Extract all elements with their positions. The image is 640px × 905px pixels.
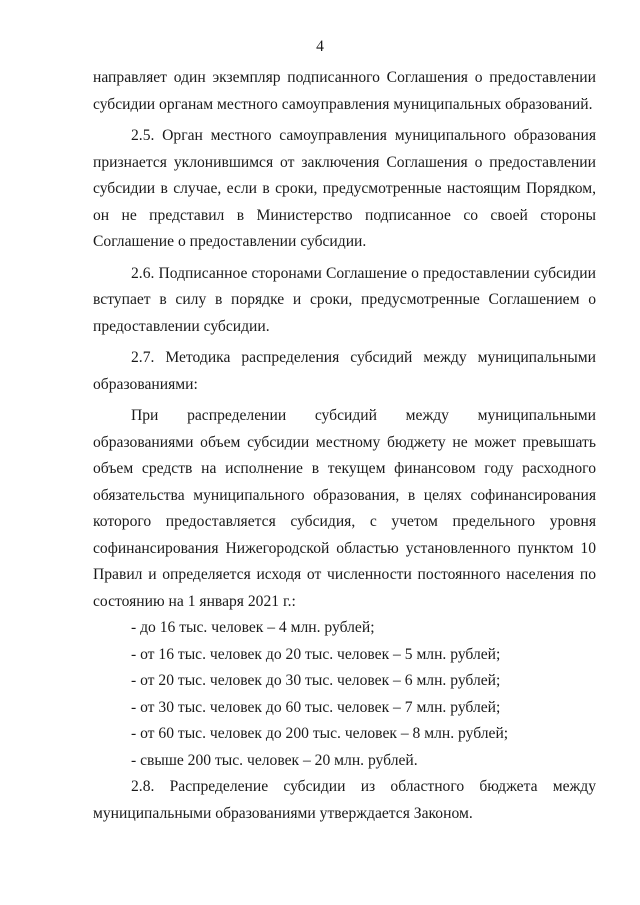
- list-item: - от 16 тыс. человек до 20 тыс. человек – 5 млн. рублей;: [131, 645, 501, 663]
- list-item: - свыше 200 тыс. человек – 20 млн. рублей.: [131, 751, 418, 769]
- list-item: - от 60 тыс. человек до 200 тыс. человек – 8 млн. рублей;: [131, 725, 509, 742]
- paragraph-methodology: При распределении субсидий между муниципальными образованиями объем субсидии местному бюджету не может превышать объем средств на исполнение в текущем финансовом году расходного обязательства муниципального образования, в целях софинансирования которого предоставляется субсидия, с учетом предельного уровня софинансирования Нижегородской областью установленного пунктом 10 Правил и определяется исходя от численности постоянного населения по состоянию на 1 января 2021 г.:: [93, 407, 596, 610]
- paragraph-2-5: 2.5. Орган местного самоуправления муниципального образования признается уклонившимся от заключения Соглашения о предоставлении субсидии в случае, если в сроки, предусмотренные настоящим Порядком, он не представил в Министерство подписанное со своей стороны Соглашение о предоставлении субсидии.: [93, 127, 596, 250]
- page-number: 4: [316, 38, 324, 55]
- document-body: [93, 65, 596, 827]
- paragraph-2-6: 2.6. Подписанное сторонами Соглашение о предоставлении субсидии вступает в силу в порядке и сроки, предусмотренные Соглашением о предоставлении субсидии.: [93, 264, 596, 335]
- list-item: - до 16 тыс. человек – 4 млн. рублей;: [131, 619, 375, 636]
- list-item: - от 20 тыс. человек до 30 тыс. человек – 6 млн. рублей;: [131, 672, 501, 689]
- paragraph-2-8: 2.8. Распределение субсидии из областного бюджета между муниципальными образованиями утверждается Законом.: [93, 778, 596, 822]
- list-item: - от 30 тыс. человек до 60 тыс. человек – 7 млн. рублей;: [131, 698, 501, 716]
- population-bracket-list: [93, 615, 596, 774]
- paragraph-2-7: 2.7. Методика распределения субсидий между муниципальными образованиями:: [93, 349, 596, 393]
- paragraph-continuation: направляет один экземпляр подписанного Соглашения о предоставлении субсидии органам местного самоуправления муниципальных образований.: [93, 69, 596, 113]
